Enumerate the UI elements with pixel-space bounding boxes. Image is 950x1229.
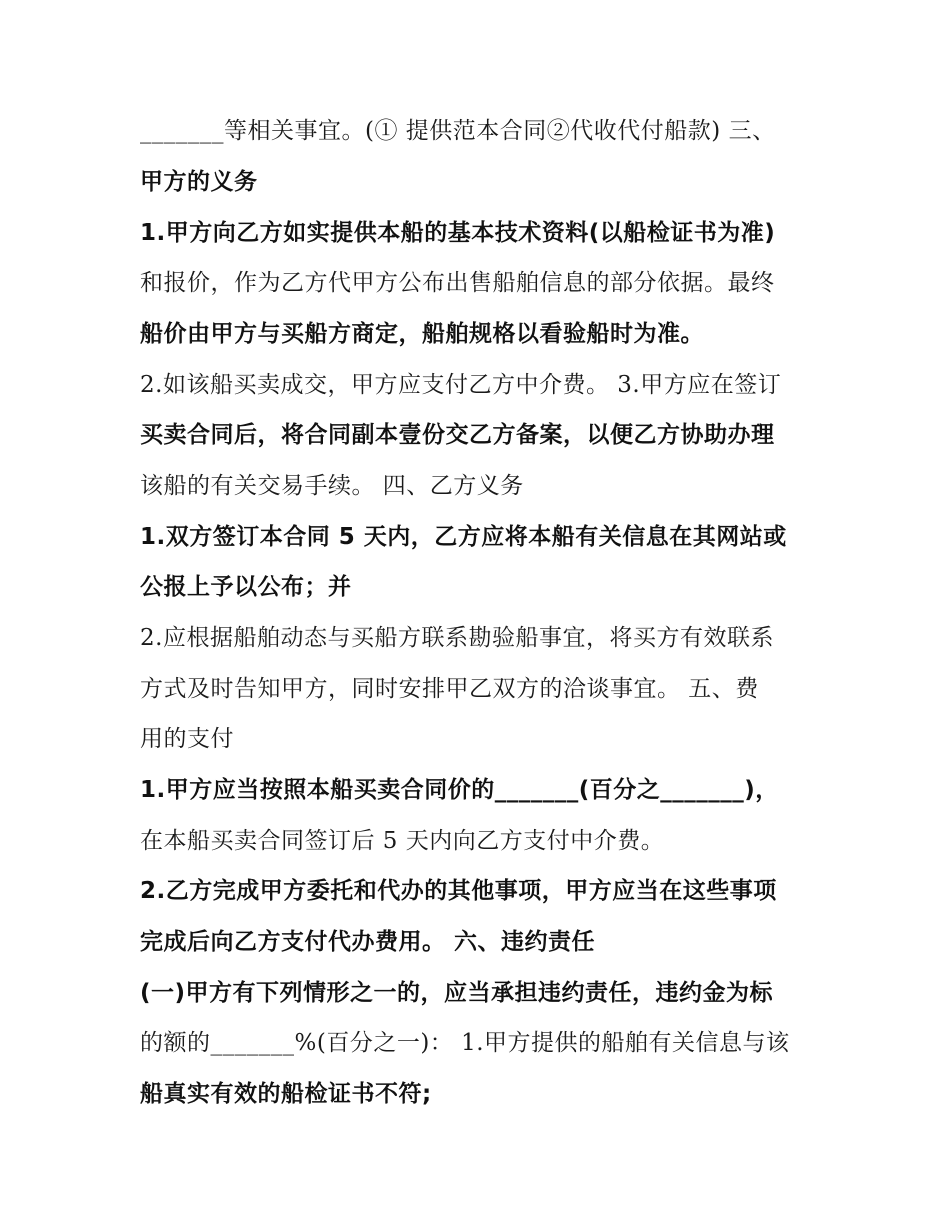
text-line: 船真实有效的船检证书不符; — [140, 1081, 432, 1107]
text-line: 1.甲方应当按照本船买卖合同价的_______(百分之_______)， — [140, 777, 779, 803]
text-line: 用的支付 — [140, 726, 234, 752]
text-line: 方式及时告知甲方，同时安排甲乙双方的洽谈事宜。 五、费 — [140, 676, 759, 702]
text-line: 的额的_______%(百分之一)： 1.甲方提供的船舶有关信息与该 — [140, 1030, 790, 1056]
text-line: 2.应根据船舶动态与买船方联系勘验船事宜，将买方有效联系 — [140, 625, 774, 651]
text-line: (一)甲方有下列情形之一的，应当承担违约责任，违约金为标 — [140, 980, 774, 1006]
text-line: _______等相关事宜。(① 提供范本合同②代收代付船款) 三、 — [140, 118, 776, 144]
text-line: 1.双方签订本合同 5 天内，乙方应将本船有关信息在其网站或 — [140, 524, 787, 550]
text-line: 在本船买卖合同签订后 5 天内向乙方支付中介费。 — [140, 828, 665, 854]
text-line: 2.乙方完成甲方委托和代办的其他事项，甲方应当在这些事项 — [140, 878, 777, 904]
text-line: 和报价，作为乙方代甲方公布出售船舶信息的部分依据。最终 — [140, 270, 775, 296]
text-line: 2.如该船买卖成交，甲方应支付乙方中介费。 3.甲方应在签订 — [140, 372, 782, 398]
text-line: 1.甲方向乙方如实提供本船的基本技术资料(以船检证书为准) — [140, 220, 776, 246]
text-line: 甲方的义务 — [140, 169, 258, 195]
text-line: 公报上予以公布；并 — [140, 574, 352, 600]
text-line: 完成后向乙方支付代办费用。 六、违约责任 — [140, 929, 596, 955]
text-line: 买卖合同后，将合同副本壹份交乙方备案，以便乙方协助办理 — [140, 422, 775, 448]
text-line: 该船的有关交易手续。 四、乙方义务 — [140, 473, 524, 499]
text-line: 船价由甲方与买船方商定，船舶规格以看验船时为准。 — [140, 321, 704, 347]
